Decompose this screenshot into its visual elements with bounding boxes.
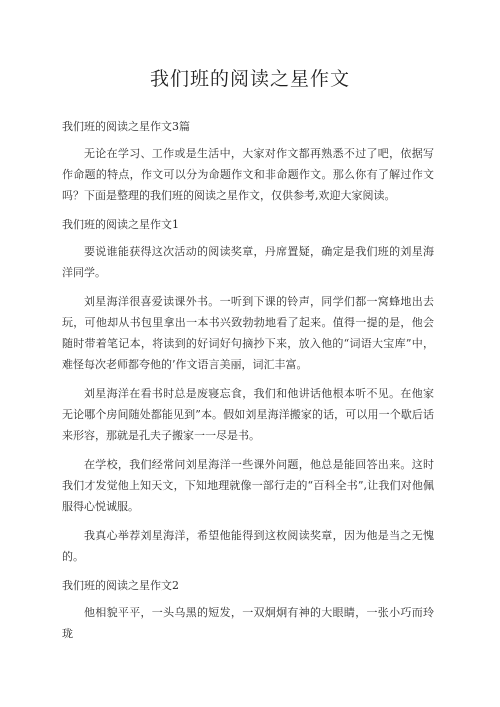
paragraph-essay-1-3: 刘星海洋在看书时总是废寝忘食，我们和他讲话他根本听不见。在他家无论哪个房间随处都能见到”本。假如刘星海洋搬家的话，可以用一个歇后话来形容，那就是孔夫子搬家一一尽是书。 bbox=[62, 387, 434, 442]
section-heading-essay-1: 我们班的阅读之星作文1 bbox=[62, 218, 179, 231]
section-heading-intro: 我们班的阅读之星作文3篇 bbox=[62, 120, 190, 133]
paragraph-essay-1-5: 我真心举荐刘星海洋，希望他能得到这枚阅读奖章，因为他是当之无愧的。 bbox=[62, 529, 434, 563]
paragraph-essay-1-2: 刘星海洋很喜爱读课外书。一听到下课的铃声，同学们都一窝蜂地出去玩，可他却从书包里拿出一本书兴致勃勃地看了起来。值得一提的是，他会随时带着笔记本，将读到的好词好句摘抄下来，放入他的“词语大宝库”中，难怪每次老师都夸他的’作文语言美丽，词汇丰富。 bbox=[62, 295, 434, 371]
section-heading-essay-2: 我们班的阅读之星作文2 bbox=[62, 579, 179, 592]
paragraph-essay-1-1: 要说谁能获得这次活动的阅读奖章，丹席置疑，确定是我们班的刘星海洋同学。 bbox=[62, 245, 434, 279]
document-body bbox=[62, 116, 434, 652]
page-title: 我们班的阅读之星作文 bbox=[149, 68, 350, 90]
paragraph-essay-2-1: 他相貌平平，一头乌黑的短发，一双炯炯有神的大眼睛，一张小巧而玲珑 bbox=[62, 606, 434, 640]
paragraph-intro: 无论在学习、工作或是生活中，大家对作文都再熟悉不过了吧，依据写作命题的特点，作文可以分为命题作文和非命题作文。那么你有了解过作文吗？下面是整理的我们班的阅读之星作文，仅供参考,欢迎大家阅读。 bbox=[62, 147, 434, 202]
paragraph-essay-1-4: 在学校，我们经常问刘星海洋一些课外问题，他总是能回答出来。这时我们才发觉他上知天文，下知地理就像一部行走的“百科全书”,让我们对他佩服得心悦诚服。 bbox=[62, 458, 434, 513]
